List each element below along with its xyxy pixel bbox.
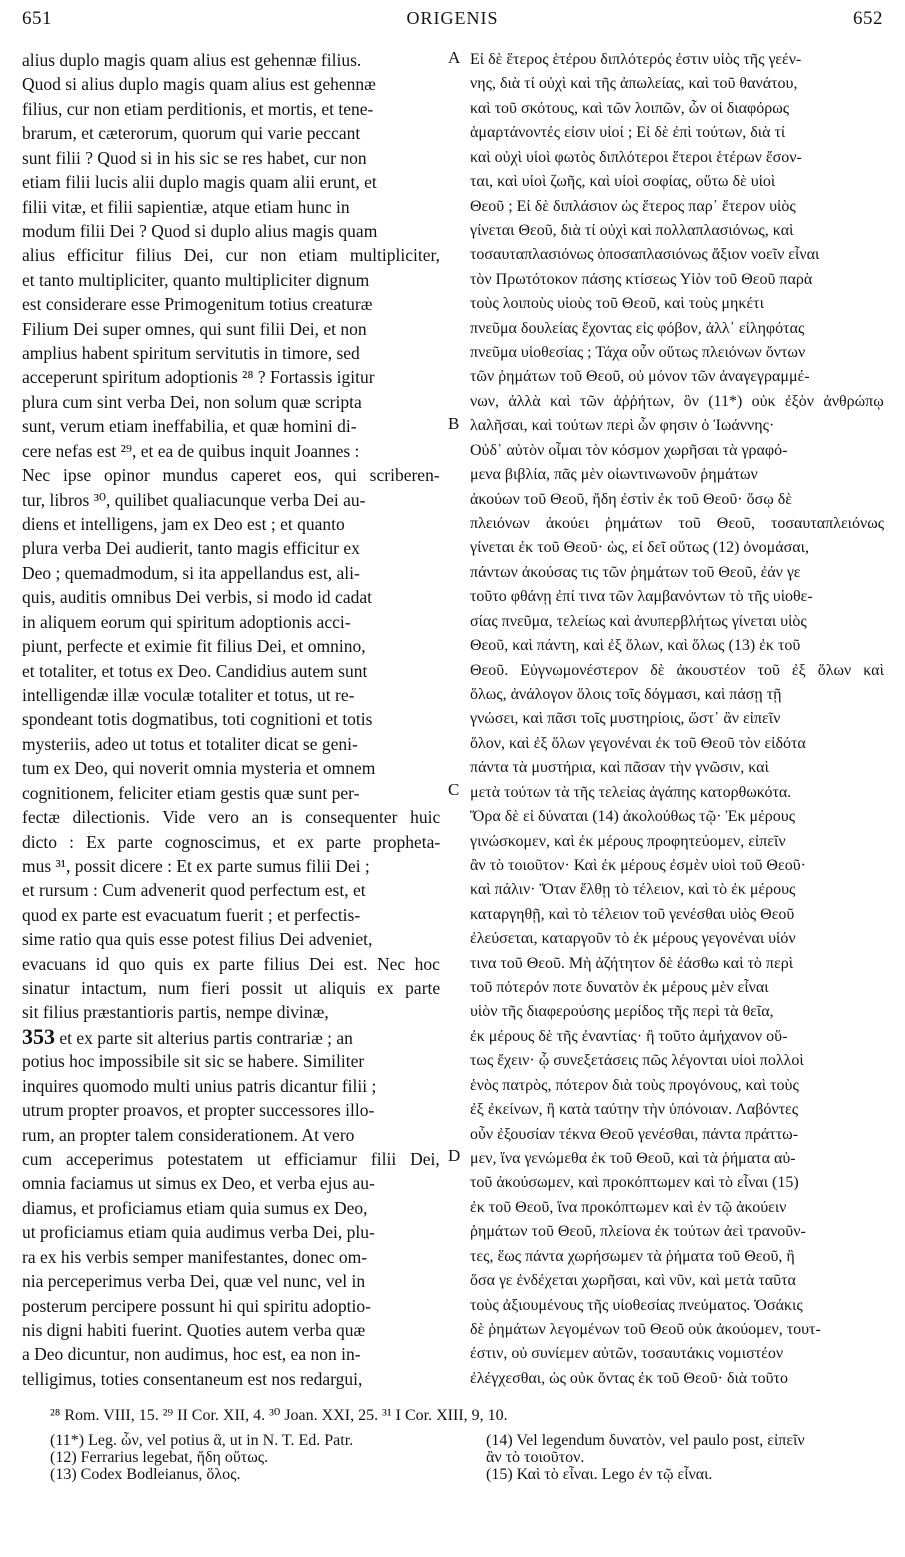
margin-letter-b: B — [448, 414, 460, 433]
greek-text-line: νης, διὰ τί οὐχὶ καὶ τῆς ἀπωλείας, καὶ τοῦ θανάτου, — [470, 75, 798, 93]
latin-text-line: diens et intelligens, jam ex Deo est ; et quanto — [22, 514, 345, 535]
greek-text-line: ῥημάτων τοῦ Θεοῦ, πλείονα ἐκ τούτων ἀεὶ τρανοῦν- — [470, 1223, 806, 1241]
greek-text-line: Θεοῦ, καὶ πάντη, καὶ ἐξ ὅλων, καὶ ὅλως (13) ἐκ τοῦ — [470, 637, 801, 655]
greek-text-line: σίας πνεῦμα, τελείως καὶ ἀνυπερβλήτως γίνεται υἱὸς — [470, 612, 807, 630]
latin-text-line: fectæ dilectionis. Vide vero an is consequenter huic — [22, 807, 441, 828]
greek-text-line: ἀκούων τοῦ Θεοῦ, ἤδη ἐστὶν ἐκ τοῦ Θεοῦ· ὅσῳ δὲ — [470, 490, 792, 508]
latin-text-line: quod ex parte est evacuatum fuerit ; et perfectis- — [22, 904, 361, 925]
greek-text-line: τες, ἕως πάντα χωρήσωμεν τὰ ῥήματα τοῦ Θεοῦ, ἢ — [470, 1247, 795, 1265]
latin-text-line: nis digni habiti fuerint. Quoties autem verba quæ — [22, 1319, 366, 1340]
latin-text-line: 353 et ex parte sit alterius partis contrariæ ; an — [22, 1023, 353, 1049]
latin-text-line: Nec ipse opinor mundus caperet eos, qui scriberen- — [22, 465, 440, 486]
latin-text-line: cum acceperimus potestatem ut efficiamur filii Dei, — [22, 1148, 440, 1169]
latin-text-line: dicto : Ex parte cognoscimus, et ex parte propheta- — [22, 831, 441, 852]
latin-text-line: omnia faciamus ut simus ex Deo, et verba ejus au- — [22, 1173, 375, 1194]
latin-text-line: cognitionem, feliciter etiam gestis quæ sunt per- — [22, 782, 360, 803]
latin-text-line: acceperunt spiritum adoptionis ²⁸ ? Fortassis igitur — [22, 367, 375, 388]
note-11: (11*) Leg. ὧν, vel potius ἃ, ut in N. T. Ed. Patr. — [50, 1432, 354, 1449]
page-header — [0, 8, 905, 38]
latin-text-line: Filium Dei super omnes, qui sunt filii Dei, et non — [22, 318, 367, 339]
greek-text-line: Εἰ δὲ ἕτερος ἑτέρου διπλότερός ἐστιν υἱὸς τῆς γεέν- — [470, 51, 802, 68]
margin-letter-d: D — [448, 1146, 461, 1165]
latin-text-line: piunt, perfecte et eximie fit filius Dei, et omnino, — [22, 636, 366, 657]
column-number: 353 — [22, 1023, 55, 1049]
latin-text-line: filii vitæ, et filii sapientiæ, atque etiam hunc in — [22, 196, 350, 217]
greek-text-line: τως ἔχειν· ᾧ συνεξετάσεις πῶς λέγονται υἱοὶ πολλοὶ — [470, 1052, 804, 1070]
latin-text-line: et totaliter, et totus ex Deo. Candidius autem sunt — [22, 660, 368, 681]
latin-text-line: intelligendæ illæ voculæ totaliter et totus, ut re- — [22, 684, 355, 705]
latin-text-line: cere nefas est ²⁹, et ea de quibus inquit Joannes : — [22, 440, 360, 461]
greek-text-line: υἱὸν τῆς διαφερούσης μερίδος τῆς περὶ τὰ θεῖα, — [470, 1003, 774, 1021]
latin-text-line: rum, an propter talem considerationem. At vero — [22, 1124, 355, 1145]
greek-text-line: ἂν τὸ τοιοῦτον· Καὶ ἐκ μέρους ἐσμὲν υἱοὶ τοῦ Θεοῦ· — [470, 856, 806, 874]
latin-text-line: plura cum sint verba Dei, non solum quæ scripta — [22, 391, 362, 412]
greek-text-line: ὅλως, ἀνάλογον ὅλοις τοῖς δόγμασι, καὶ πάσῃ τῇ — [470, 685, 782, 703]
greek-text-line: ἁμαρτάνοντές εἰσιν υἱοί ; Εἰ δὲ ἐπὶ τούτων, διὰ τί — [470, 124, 786, 142]
latin-text-line: tum ex Deo, qui noverit omnia mysteria et omnem — [22, 758, 376, 779]
latin-text-line: Quod si alius duplo magis quam alius est gehennæ — [22, 74, 376, 95]
latin-text-line: amplius habent spiritum servitutis in timore, sed — [22, 343, 360, 364]
greek-text-line: ἑνὸς πατρὸς, πότερον διὰ τοὺς προγόνους, καὶ τοὺς — [470, 1076, 799, 1094]
greek-text-line: τοὺς ἀξιουμένους τῆς υἱοθεσίας πνεύματος. Ὁσάκις — [470, 1296, 803, 1314]
notes-left — [50, 1432, 353, 1483]
running-title: ORIGENIS — [406, 8, 499, 28]
greek-text-line: πλειόνων ἀκούει ῥημάτων τοῦ Θεοῦ, τοσαυταπλειόνως — [470, 515, 885, 533]
note-14: (14) Vel legendum δυνατὸν, vel paulo post, εἰπεῖν — [486, 1432, 805, 1449]
latin-text-line: alius efficitur filius Dei, cur non etiam multipliciter, — [22, 245, 440, 266]
greek-text-line: ἐκ μέρους δὲ τῆς ἐναντίας· ἢ τοῦτο ἀμήχανον οὕ- — [470, 1027, 788, 1045]
latin-text-line: etiam filii lucis alii duplo magis quam alii erunt, et — [22, 172, 377, 193]
greek-text-line: ἐκ τοῦ Θεοῦ, ἵνα προκόπτωμεν καὶ ἐν τῷ ἀκούειν — [470, 1198, 787, 1216]
latin-text-line: quis, auditis omnibus Dei verbis, si modo id cadat — [22, 587, 372, 608]
greek-text-line: τῶν ῥημάτων τοῦ Θεοῦ, οὐ μόνον τῶν ἀναγεγραμμέ- — [470, 368, 810, 386]
greek-text-line: τοῦτο φθάνῃ ἐπί τινα τῶν λαμβανόντων τὸ τῆς υἱοθε- — [470, 588, 813, 606]
greek-text-line: δὲ ῥημάτων λεγομένων τοῦ Θεοῦ οὐκ ἀκούομεν, τουτ- — [470, 1320, 821, 1338]
latin-text-line: tur, libros ³⁰, quilibet qualiacunque verba Dei au- — [22, 489, 366, 510]
greek-text-line: έστιν, οὐ συνίεμεν αὐτῶν, τοσαυτάκις νομιστέον — [470, 1345, 784, 1363]
latin-text-line: mysteriis, adeo ut totus et totaliter dicat se geni- — [22, 733, 358, 754]
scripture-references: ²⁸ Rom. VIII, 15. ²⁹ II Cor. XII, 4. ³⁰ Joan. XXI, 25. ³¹ I Cor. XIII, 9, 10. — [50, 1407, 508, 1424]
greek-text-line: ἐλέγχεσθαι, ὡς οὐκ ὄντας ἐκ τοῦ Θεοῦ· διὰ τοῦτο — [470, 1369, 788, 1387]
greek-text-line: γίνεται Θεοῦ, διὰ τί οὐχὶ καὶ πολλαπλασιόνως, καὶ — [470, 221, 794, 239]
latin-text-line: sinatur intactum, num fieri possit ut aliquis ex parte — [22, 978, 441, 999]
greek-text-line: πνεῦμα δουλείας ἔχοντας εἰς φόβον, ἀλλ᾽ εἰληφότας — [470, 319, 805, 337]
greek-text-line: ὅλον, καὶ ἐξ ὅλων γεγονέναι ἐκ τοῦ Θεοῦ τὸν εἰδότα — [470, 734, 806, 752]
note-12: (12) Ferrarius legebat, ἤδη οὕτως. — [50, 1449, 269, 1466]
latin-text-line: alius duplo magis quam alius est gehennæ filius. — [22, 50, 362, 70]
greek-text-line: καταργηθῇ, καὶ τὸ τέλειον τοῦ γενέσθαι υἱὸς Θεοῦ — [470, 905, 795, 923]
latin-text-line: in aliquem eorum qui spiritum adoptionis acci- — [22, 611, 351, 632]
latin-text-line: Deo ; quemadmodum, si ita appellandus est, ali- — [22, 562, 360, 583]
greek-text-line: πάντων ἀκούσας τις τῶν ῥημάτων τοῦ Θεοῦ, ἐάν γε — [470, 563, 801, 581]
latin-text-line: a Deo dicuntur, non audimus, hoc est, ea non in- — [22, 1344, 361, 1365]
latin-text-line: diamus, et proficiamus etiam quia sumus ex Deo, — [22, 1197, 368, 1218]
greek-text-line: γινώσκομεν, καὶ ἐκ μέρους προφητεύομεν, εἰπεῖν — [470, 832, 786, 850]
latin-text-line: mus ³¹, possit dicere : Et ex parte sumus filii Dei ; — [22, 855, 370, 876]
latin-text-line: filius, cur non etiam perditionis, et mortis, et tene- — [22, 98, 374, 119]
greek-text-line: τοὺς λοιποὺς υἱοὺς τοῦ Θεοῦ, καὶ τοὺς μηκέτι — [470, 295, 764, 313]
note-14-cont: ἂν τὸ τοιοῦτον. — [486, 1449, 585, 1466]
margin-letter-a: A — [448, 48, 461, 67]
latin-text-line: brarum, et cæterorum, quorum qui varie peccant — [22, 123, 361, 144]
latin-text-line: spondeant totis dogmatibus, toti cognitioni et totis — [22, 709, 373, 730]
latin-text-line: et tanto multipliciter, quanto multipliciter dignum — [22, 269, 370, 290]
greek-text-line: οὖν ἐξουσίαν τέκνα Θεοῦ γενέσθαι, πάντα πράττω- — [470, 1125, 799, 1143]
latin-text-line: ra ex his verbis semper manifestantes, donec om- — [22, 1246, 368, 1267]
greek-text-line: καὶ τοῦ σκότους, καὶ τῶν λοιπῶν, ὧν οἱ διαφόρως — [470, 99, 790, 117]
latin-text-line: ut proficiamus etiam quia audimus verba Dei, plu- — [22, 1222, 375, 1243]
latin-text-line: sunt, verum etiam ineffabilia, et quæ homini di- — [22, 416, 357, 437]
greek-text-line: ται, καὶ υἱοὶ ζωῆς, καὶ υἱοὶ σοφίας, οὕτω δὲ υἱοὶ — [470, 173, 776, 191]
greek-text-line: τινα τοῦ Θεοῦ. Μὴ ἀζήτητον δὲ ἐάσθω καὶ τὸ περὶ — [470, 954, 794, 972]
latin-text-line: telligimus, toties consentaneum est nos redargui, — [22, 1368, 363, 1389]
latin-text-line: et rursum : Cum advenerit quod perfectum est, et — [22, 880, 366, 901]
page-number-left: 651 — [22, 8, 52, 29]
greek-text-line: Ὅρα δὲ εἰ δύναται (14) ἀκολούθως τῷ· Ἐκ μέρους — [470, 808, 796, 826]
latin-text-line: sunt filii ? Quod si in his sic se res habet, cur non — [22, 147, 367, 168]
greek-text-line: νων, ἀλλὰ καὶ τῶν ἀῤῥήτων, ὃν (11*) οὐκ ἐξὸν ἀνθρώπῳ — [470, 392, 884, 410]
greek-text-line: ἐξ ἐκείνων, ἢ κατὰ ταύτην τὴν ὑπόνοιαν. Λαβόντες — [470, 1101, 799, 1119]
latin-text-line: est considerare esse Primogenitum totius creaturæ — [22, 294, 373, 315]
greek-text-line: πάντα τὰ μυστήρια, καὶ πᾶσαν τὴν γνῶσιν, καὶ — [470, 759, 769, 777]
greek-column — [470, 48, 884, 1391]
page-number-right: 652 — [853, 8, 883, 29]
latin-text-line: nia perceperimus verba Dei, quæ vel nunc, vel in — [22, 1271, 366, 1292]
greek-text-line: γίνεται ἐκ τοῦ Θεοῦ· ὡς, εἰ δεῖ οὕτως (12) ὀνομάσαι, — [470, 539, 809, 557]
latin-text-line: inquires quomodo multi unius patris dicantur filii ; — [22, 1075, 377, 1096]
greek-text-line: Οὐδ᾽ αὐτὸν οἶμαι τὸν κόσμον χωρῆσαι τὰ γραφό- — [470, 441, 788, 459]
latin-text-line: utrum propter proavos, et propter successores illo- — [22, 1100, 375, 1121]
greek-text-line: Θεοῦ. Εὐγνωμονέστερον δὲ ἀκουστέον τοῦ ἐξ ὅλων καὶ — [470, 661, 884, 679]
note-13: (13) Codex Bodleianus, ὅλος. — [50, 1466, 241, 1483]
greek-text-line: γνώσει, καὶ πᾶσι τοῖς μυστηρίοις, ὥστ᾽ ἂν εἰπεῖν — [470, 710, 781, 728]
notes-right — [486, 1432, 805, 1483]
latin-text-line: modum filii Dei ? Quod si duplo alius magis quam — [22, 220, 378, 241]
greek-text-line: πνεῦμα υἱοθεσίας ; Τάχα οὖν οὕτως πλειόνων ὄντων — [470, 344, 806, 362]
latin-text-line: evacuans id quo quis ex parte filius Dei est. Nec hoc — [22, 953, 440, 974]
latin-text-line: plura verba Dei audierit, tanto magis efficitur ex — [22, 538, 360, 559]
greek-text-line: λαλῆσαι, καὶ τούτων περὶ ὧν φησιν ὁ Ἰωάννης· — [470, 417, 775, 435]
latin-text-line: sit filius præstantioris partis, nempe divinæ, — [22, 1002, 329, 1023]
greek-text-line: μενα βιβλία, πᾶς μὲν οἱωντινωνοῦν ῥημάτων — [470, 466, 758, 484]
latin-text-line: sime ratio qua quis esse potest filius Dei adveniet, — [22, 929, 373, 950]
note-15: (15) Καὶ τὸ εἶναι. Lego ἐν τῷ εἶναι. — [486, 1466, 713, 1483]
latin-column — [22, 48, 440, 1391]
greek-text-line: καὶ οὐχὶ υἱοὶ φωτὸς διπλότεροι ἕτεροι ἑτέρων ἔσον- — [470, 148, 802, 166]
greek-text-line: ὅσα γε ἐνδέχεται χωρῆσαι, καὶ νῦν, καὶ μετὰ ταῦτα — [470, 1272, 796, 1290]
latin-text-line: posterum percipere possunt hi qui spiritu adoptio- — [22, 1295, 371, 1316]
margin-letter-c: C — [448, 780, 460, 799]
greek-text-line: καὶ πάλιν· Ὅταν ἔλθῃ τὸ τέλειον, καὶ τὸ ἐκ μέρους — [470, 881, 796, 899]
greek-text-line: τοῦ πότερόν ποτε δυνατὸν ἐκ μέρους μὲν εἶναι — [470, 979, 769, 997]
greek-text-line: μετὰ τούτων τὰ τῆς τελείας ἀγάπης κατορθωκότα. — [470, 783, 792, 801]
greek-text-line: τοῦ ἀκούσωμεν, καὶ προκόπτωμεν καὶ τὸ εἶναι (15) — [470, 1174, 799, 1192]
greek-text-line: Θεοῦ ; Εἰ δὲ διπλάσιον ὡς ἕτερος παρ᾽ ἕτερον υἱὸς — [470, 197, 796, 215]
greek-text-line: ἐλεύσεται, καταργοῦν τὸ ἐκ μέρους γεγονέναι υἱόν — [470, 930, 796, 948]
greek-text-line: τοσαυταπλασιόνως ὁποσαπλασιόνως ἄξιον νοεῖν εἶναι — [470, 246, 820, 264]
greek-text-line: μεν, ἵνα γενώμεθα ἐκ τοῦ Θεοῦ, καὶ τὰ ῥήματα αὐ- — [470, 1149, 796, 1167]
greek-text-line: τὸν Πρωτότοκον πάσης κτίσεως Υἱὸν τοῦ Θεοῦ παρὰ — [470, 270, 813, 288]
latin-text-line: potius hoc impossibile sit sic se habere. Similiter — [22, 1051, 365, 1072]
